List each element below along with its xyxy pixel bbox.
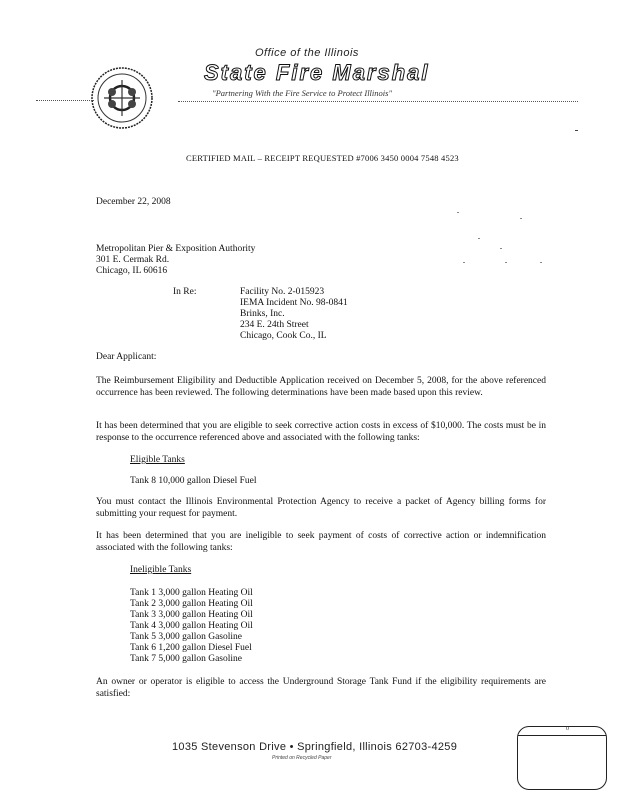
ineligible-tank-item: Tank 6 1,200 gallon Diesel Fuel [130, 643, 252, 653]
paragraph-fund-eligibility: An owner or operator is eligible to access the Underground Storage Tank Fund if the eligibility requirements are satisfied: [96, 677, 546, 699]
stamp-mark: 0 [566, 726, 569, 732]
scan-speck [505, 262, 507, 263]
paragraph-ineligible: It has been determined that you are ineligible to seek payment of costs of corrective action or indemnification associated with the following tanks: [96, 531, 546, 553]
scan-speck [540, 262, 542, 263]
routing-stamp-box [517, 726, 607, 790]
letterhead-motto: "Partnering With the Fire Service to Protect Illinois" [212, 88, 393, 98]
ineligible-tank-item: Tank 7 5,000 gallon Gasoline [130, 654, 242, 664]
letterhead-rule-left [36, 100, 94, 101]
paragraph-contact-epa: You must contact the Illinois Environmental Protection Agency to receive a packet of Agency billing forms for submitting your request for payment. [96, 497, 546, 519]
recipient-line-2: 301 E. Cermak Rd. [96, 255, 170, 265]
re-facility: Facility No. 2-015923 [240, 287, 325, 297]
scan-speck [457, 212, 459, 213]
re-city: Chicago, Cook Co., IL [240, 331, 327, 341]
scan-speck [463, 262, 465, 263]
letterhead-brand: State Fire Marshal [204, 60, 430, 85]
scan-speck [520, 218, 522, 219]
recipient-line-1: Metropolitan Pier & Exposition Authority [96, 244, 256, 254]
re-street: 234 E. 24th Street [240, 320, 309, 330]
paragraph-eligible: It has been determined that you are eligible to seek corrective action costs in excess of $10,000. The costs must be in response to the occurrence referenced above and associated with the following tanks: [96, 421, 546, 443]
re-label: In Re: [173, 287, 197, 297]
recipient-line-3: Chicago, IL 60616 [96, 266, 168, 276]
ineligible-tank-item: Tank 2 3,000 gallon Heating Oil [130, 599, 253, 609]
eligible-tanks-heading: Eligible Tanks [130, 455, 185, 465]
ineligible-tank-item: Tank 5 3,000 gallon Gasoline [130, 632, 242, 642]
re-company: Brinks, Inc. [240, 309, 285, 319]
letterhead-rule-right [178, 101, 578, 102]
state-seal-icon [90, 66, 154, 130]
ineligible-tanks-heading: Ineligible Tanks [130, 565, 192, 575]
salutation: Dear Applicant: [96, 352, 157, 362]
ineligible-tank-item: Tank 4 3,000 gallon Heating Oil [130, 621, 253, 631]
scan-speck [478, 238, 480, 239]
stamp-divider [518, 735, 606, 736]
eligible-tank-item: Tank 8 10,000 gallon Diesel Fuel [130, 476, 257, 486]
letter-date: December 22, 2008 [96, 197, 171, 207]
certified-mail-line: CERTIFIED MAIL – RECEIPT REQUESTED #7006 3450 0004 7548 4523 [186, 153, 459, 163]
footer-address: 1035 Stevenson Drive • Springfield, Illinois 62703-4259 [172, 741, 458, 753]
footer-recycled: Printed on Recycled Paper [272, 755, 332, 761]
scan-mark [575, 130, 578, 131]
ineligible-tank-item: Tank 3 3,000 gallon Heating Oil [130, 610, 253, 620]
paragraph-review: The Reimbursement Eligibility and Deductible Application received on December 5, 2008, for the above referenced occurrence has been reviewed. The following determinations have been made based upon this review. [96, 376, 546, 398]
scan-speck [500, 248, 502, 249]
ineligible-tank-item: Tank 1 3,000 gallon Heating Oil [130, 588, 253, 598]
letterhead-office: Office of the Illinois [255, 47, 359, 59]
re-incident: IEMA Incident No. 98-0841 [240, 298, 348, 308]
